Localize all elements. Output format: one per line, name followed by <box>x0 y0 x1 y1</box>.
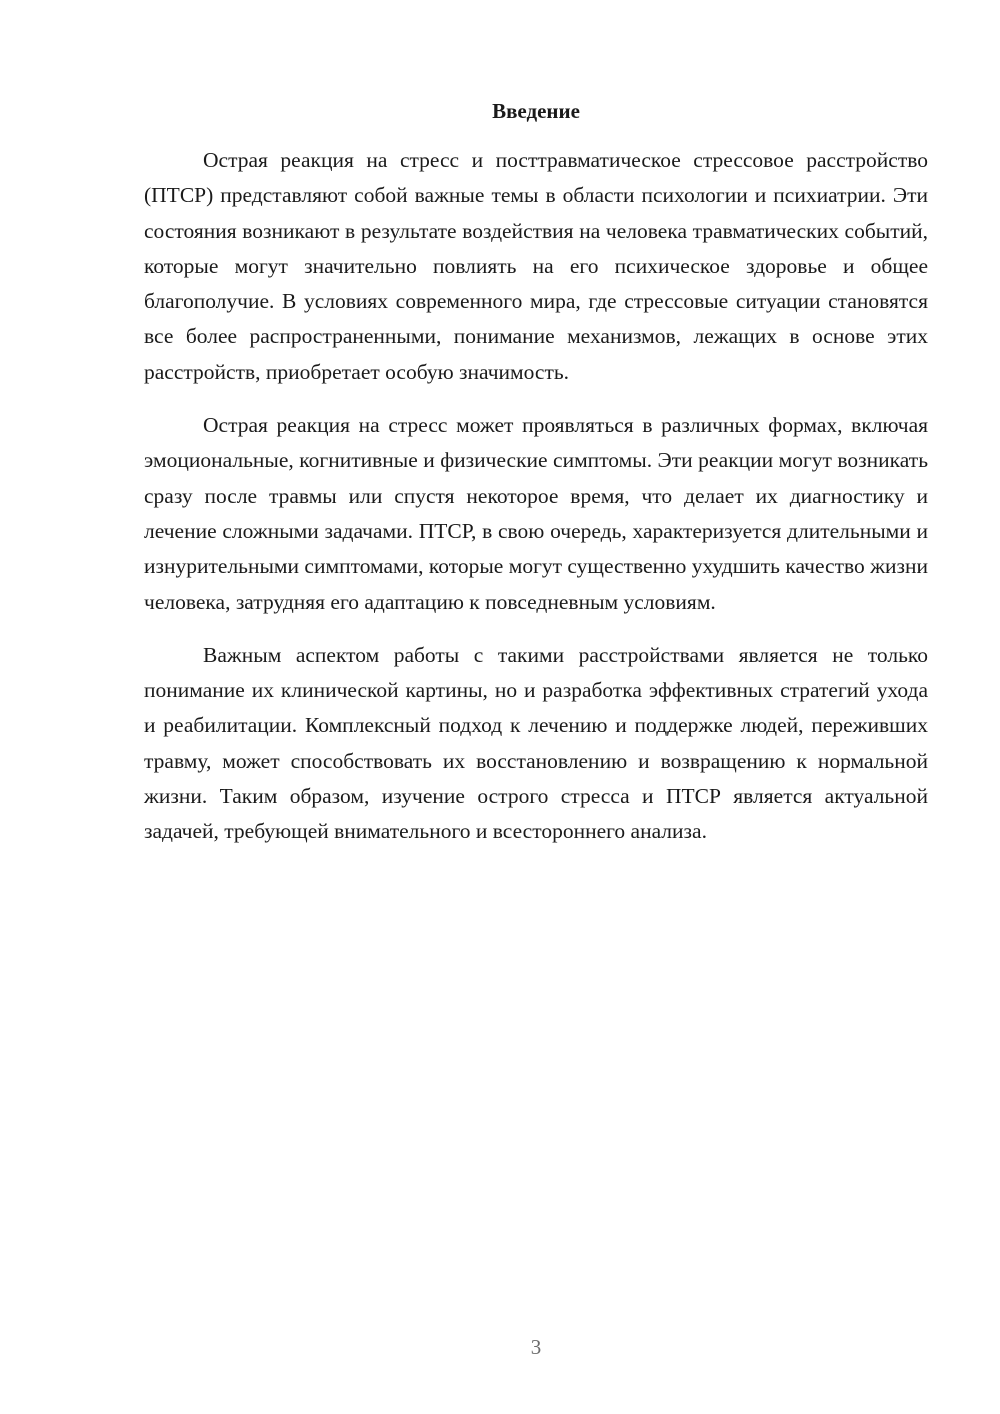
page-number: 3 <box>530 1335 542 1359</box>
page-content <box>144 96 928 850</box>
paragraph-introduction: Острая реакция на стресс и посттравматическое стрессовое расстройство (ПТСР) представляют собой важные темы в области психологии и психиатрии. Эти состояния возникают в результате воздействия на человека травматических событий, которые могут значительно повлиять на его психическое здоровье и общее благополучие. В условиях современного мира, где стрессовые ситуации становятся все более распространенными, понимание механизмов, лежащих в основе этих расстройств, приобретает особую значимость. <box>144 148 928 384</box>
section-heading: Введение <box>492 99 580 123</box>
paragraph-acute-stress: Острая реакция на стресс может проявляться в различных формах, включая эмоциональные, когнитивные и физические симптомы. Эти реакции могут возникать сразу после травмы или спустя некоторое время, что делает их диагностику и лечение сложными задачами. ПТСР, в свою очередь, характеризуется длительными и изнурительными симптомами, которые могут существенно ухудшить качество жизни человека, затрудняя его адаптацию к повседневным условиям. <box>144 413 928 614</box>
paragraph-treatment: Важным аспектом работы с такими расстройствами является не только понимание их клинической картины, но и разработка эффективных стратегий ухода и реабилитации. Комплексный подход к лечению и поддержке людей, переживших травму, может способствовать их восстановлению и возвращению к нормальной жизни. Таким образом, изучение острого стресса и ПТСР является актуальной задачей, требующей внимательного и всестороннего анализа. <box>144 642 928 844</box>
